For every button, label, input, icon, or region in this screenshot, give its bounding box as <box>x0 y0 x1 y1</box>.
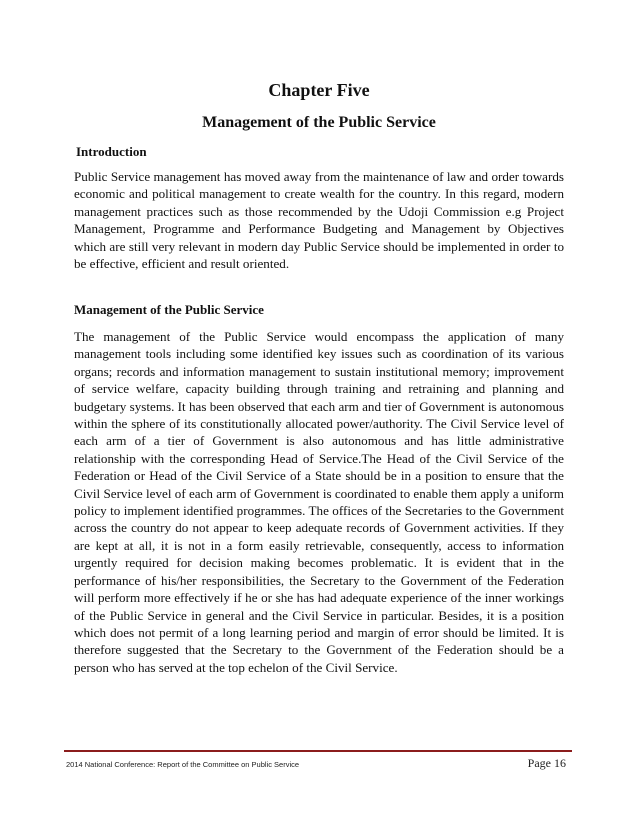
subsection-heading: Management of the Public Service <box>74 302 264 317</box>
introduction-heading: Introduction <box>76 144 147 159</box>
introduction-paragraph: Public Service management has moved away from the maintenance of law and order towards economic and political management to create wealth for the country. In this regard, modern management practices such as those recommended by the Udoji Commission e.g Project Management, Programme and Performance Budgeting and Management by Objectives which are still very relevant in modern day Public Service should be implemented in order to be effective, efficient and result oriented. <box>74 169 564 272</box>
subsection-paragraph: The management of the Public Service would encompass the application of many management tools including some identified key issues such as coordination of its various organs; records and information management to sustain institutional memory; improvement of service welfare, capacity building through training and retraining and planning and budgetary systems. It has been observed that each arm and tier of Government is autonomous within the sphere of its constitutionally allocated power/authority. The Civil Service level of each arm of a tier of Government is also autonomous and has little administrative relationship with the corresponding Head of Service.The Head of the Civil Service of the Federation or Head of the Civil Service of a State should be in a position to ensure that the Civil Service level of each arm of Government is coordinated to enable them apply a uniform policy to implement identified programmes. The offices of the Secretaries to the Government across the country do not appear to keep adequate records of Government activities. If they are kept at all, it is not in a form easily retrievable, consequently, access to information urgently required for decision making becomes problematic. It is evident that in the performance of his/her responsibilities, the Secretary to the Government of the Federation will perform more effectively if he or she has had adequate experience of the inner workings of the Public Service in general and the Civil Service in particular. Besides, it is a position which does not permit of a long learning period and margin of error should be limited. It is therefore suggested that the Secretary to the Government of the Federation should be a person who has served at the top echelon of the Civil Service. <box>74 329 564 675</box>
footer-report-title: 2014 National Conference: Report of the Committee on Public Service <box>66 760 300 769</box>
page-number: Page 16 <box>527 756 566 770</box>
chapter-title: Chapter Five <box>268 80 370 100</box>
footer-rule <box>64 750 572 752</box>
section-title: Management of the Public Service <box>202 114 436 131</box>
